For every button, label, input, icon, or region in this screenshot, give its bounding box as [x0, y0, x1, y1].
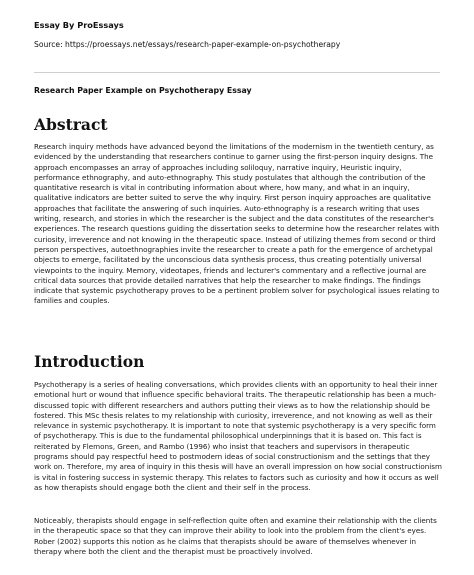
- source-line: Source: https://proessays.net/essays/research-paper-example-on-psychotherapy: [34, 40, 341, 49]
- document-title: Research Paper Example on Psychotherapy Essay: [34, 86, 252, 95]
- section-heading-introduction: Introduction: [34, 352, 145, 371]
- header-divider: [34, 72, 440, 73]
- introduction-paragraph-2: Noticeably, therapists should engage in self-reflection quite often and examine their relationship with the clients in the therapeutic space so that they can improve their ability to look into the problem from the client's eyes. Rober (2002) supports this notion as he claims that therapists should be aware of themselves whenever in therapy where both the client and the therapist must be proactively involved.: [34, 516, 437, 556]
- brand-name: Essay By ProEssays: [34, 20, 124, 30]
- abstract-paragraph: Research inquiry methods have advanced beyond the limitations of the modernism in the twentieth century, as evidenced by the understanding that researchers continue to garner using the first-person inquiry designs. The approach encompasses an array of approaches including soliloquy, narrative inquiry, Heuristic inquiry, performance ethnography, and auto-ethnography. This study postulates that although the contribution of the quantitative research is vital in contributing information about where, how many, and what in an inquiry, qualitative indicators are better suited to serve the why inquiry. First person inquiry approaches are qualitative approaches that facilitate the answering of such inquiries. Auto-ethnography is a research writing that uses writing, research, and stories in which the researcher is the subject and the data constitutes of the researcher's experiences. The research questions guiding the dissertation seeks to determine how the researcher relates with curiosity, irreverence and not knowing in the therapeutic space. Instead of utilizing themes from second or third person perspectives, autoethnographies invite the researcher to create a path for the emergence of archetypal objects to emerge, facilitated by the unconscious data synthesis process, thus creating potentially universal viewpoints to the inquiry. Memory, videotapes, friends and lecturer's commentary and a reflective journal are critical data sources that provide detailed narratives that help the researcher to make findings. The findings indicate that systemic psychotherapy proves to be a pertinent problem solver for psychological issues relating to families and couples.: [34, 142, 440, 306]
- section-heading-abstract: Abstract: [34, 115, 108, 134]
- introduction-paragraph-1: Psychotherapy is a series of healing conversations, which provides clients with an opportunity to heal their inner emotional hurt or wound that influence specific behavioral traits. The therapeutic relationship has been a much-discussed topic with different researchers and authors putting their views as to how the relationship should be fostered. This MSc thesis relates to my relationship with curiosity, irreverence, and not knowing as well as their relevance in systemic psychotherapy. It is important to note that systemic psychotherapy is a very specific form of psychotherapy. This is due to the fundamental philosophical underpinnings that it is based on. This fact is reiterated by Flemons, Green, and Rambo (1996) who insist that teachers and supervisors in therapeutic programs should pay respectful heed to postmodern ideas of social constructionism and the settings that they work on. Therefore, my area of inquiry in this thesis will have an overall impression on how social constructionism is vital in fostering success in systemic therapy. This relates to factors such as curiosity and how it occurs as well as how therapists should engage both the client and their self in the process.: [34, 380, 442, 492]
